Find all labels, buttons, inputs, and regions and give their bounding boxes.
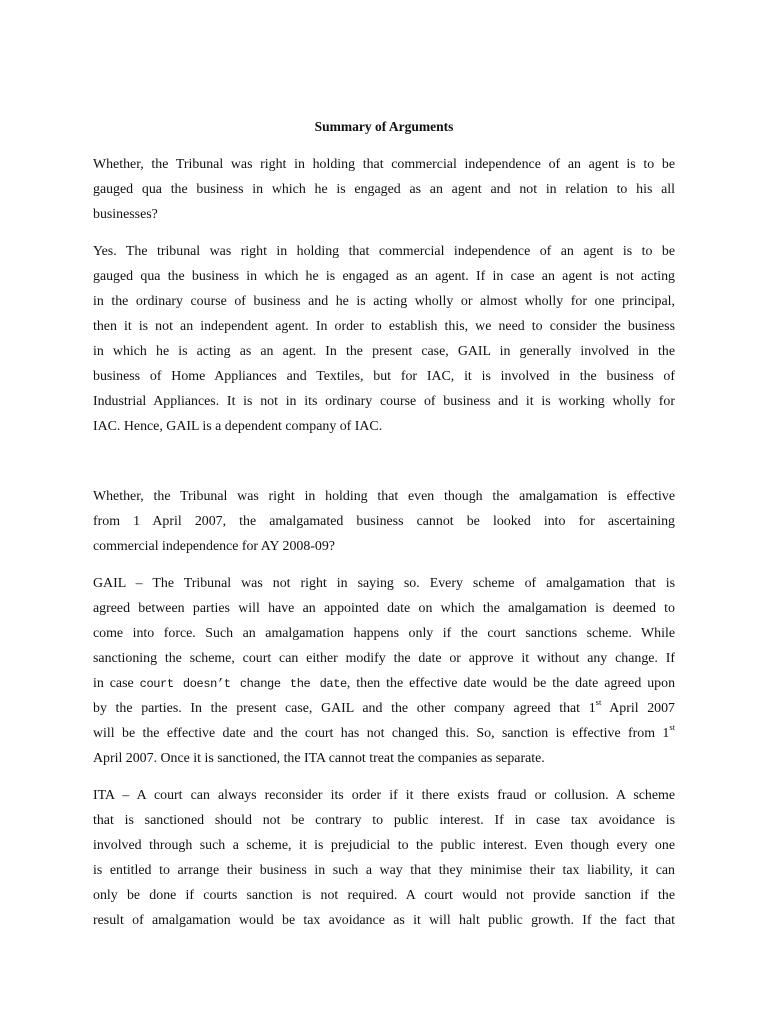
superscript: st bbox=[595, 697, 602, 708]
question-2-line: Whether, the Tribunal was right in holding that even though the amalgamation is effective bbox=[93, 489, 675, 504]
gail-argument-line: agreed between parties will have an appointed date on which the amalgamation is deemed to bbox=[93, 601, 675, 616]
text-run: will be the effective date and the court has not changed this. So, sanction is effective from 1 bbox=[93, 726, 670, 741]
gail-argument-line: April 2007. Once it is sanctioned, the ITA cannot treat the companies as separate. bbox=[93, 751, 545, 766]
ita-argument-line: ITA – A court can always reconsider its order if it there exists fraud or collusion. A scheme bbox=[93, 788, 675, 803]
gail-argument-line: come into force. Such an amalgamation happens only if the court sanctions scheme. While bbox=[93, 626, 675, 641]
answer-1-line: gauged qua the business in which he is engaged as an agent. If in case an agent is not acting bbox=[93, 269, 675, 284]
answer-1-line: in the ordinary course of business and he is acting wholly or almost wholly for one principal, bbox=[93, 294, 675, 309]
question-1-line: businesses? bbox=[93, 207, 158, 222]
answer-1-line: Yes. The tribunal was right in holding that commercial independence of an agent is to be bbox=[93, 244, 675, 259]
gail-argument-line bbox=[93, 724, 675, 744]
text-run: , then the effective date would be the date agreed upon bbox=[346, 676, 676, 691]
gail-argument-line: sanctioning the scheme, court can either modify the date or approve it without any change. If bbox=[93, 651, 675, 666]
text-run: by the parties. In the present case, GAIL and the other company agreed that 1 bbox=[93, 701, 596, 716]
ita-argument-line: that is sanctioned should not be contrary to public interest. If in case tax avoidance is bbox=[93, 813, 675, 828]
ita-argument-line: involved through such a scheme, it is prejudicial to the public interest. Even though every one bbox=[93, 838, 675, 853]
text-run: in case bbox=[93, 676, 140, 691]
gail-argument-line bbox=[93, 674, 675, 694]
page-title: Summary of Arguments bbox=[314, 119, 454, 134]
ita-argument-line: result of amalgamation would be tax avoidance as it will halt public growth. If the fact that bbox=[93, 913, 675, 928]
question-1-line: gauged qua the business in which he is engaged as an agent and not in relation to his all bbox=[93, 182, 675, 197]
ita-argument-line: only be done if courts sanction is not required. A court would not provide sanction if the bbox=[93, 888, 675, 903]
answer-1-line: IAC. Hence, GAIL is a dependent company of IAC. bbox=[93, 419, 383, 434]
question-1-line: Whether, the Tribunal was right in holding that commercial independence of an agent is to be bbox=[93, 157, 675, 172]
answer-1-line: in which he is acting as an agent. In the present case, GAIL in generally involved in the bbox=[93, 344, 675, 359]
answer-1-line: business of Home Appliances and Textiles, but for IAC, it is involved in the business of bbox=[93, 369, 675, 384]
answer-1-line: Industrial Appliances. It is not in its ordinary course of business and it is working wholly for bbox=[93, 394, 675, 409]
answer-1-line: then it is not an independent agent. In order to establish this, we need to consider the business bbox=[93, 319, 675, 334]
question-2-line: from 1 April 2007, the amalgamated business cannot be looked into for ascertaining bbox=[93, 514, 675, 529]
gail-argument-line bbox=[93, 699, 675, 719]
text-run: April 2007 bbox=[601, 701, 675, 716]
ita-argument-line: is entitled to arrange their business in such a way that they minimise their tax liability, it can bbox=[93, 863, 675, 878]
superscript: st bbox=[669, 722, 675, 733]
gail-argument-line: GAIL – The Tribunal was not right in saying so. Every scheme of amalgamation that is bbox=[93, 576, 675, 591]
text-run-monospace: court doesn’t change the date bbox=[139, 677, 347, 691]
question-2-line: commercial independence for AY 2008-09? bbox=[93, 539, 335, 554]
